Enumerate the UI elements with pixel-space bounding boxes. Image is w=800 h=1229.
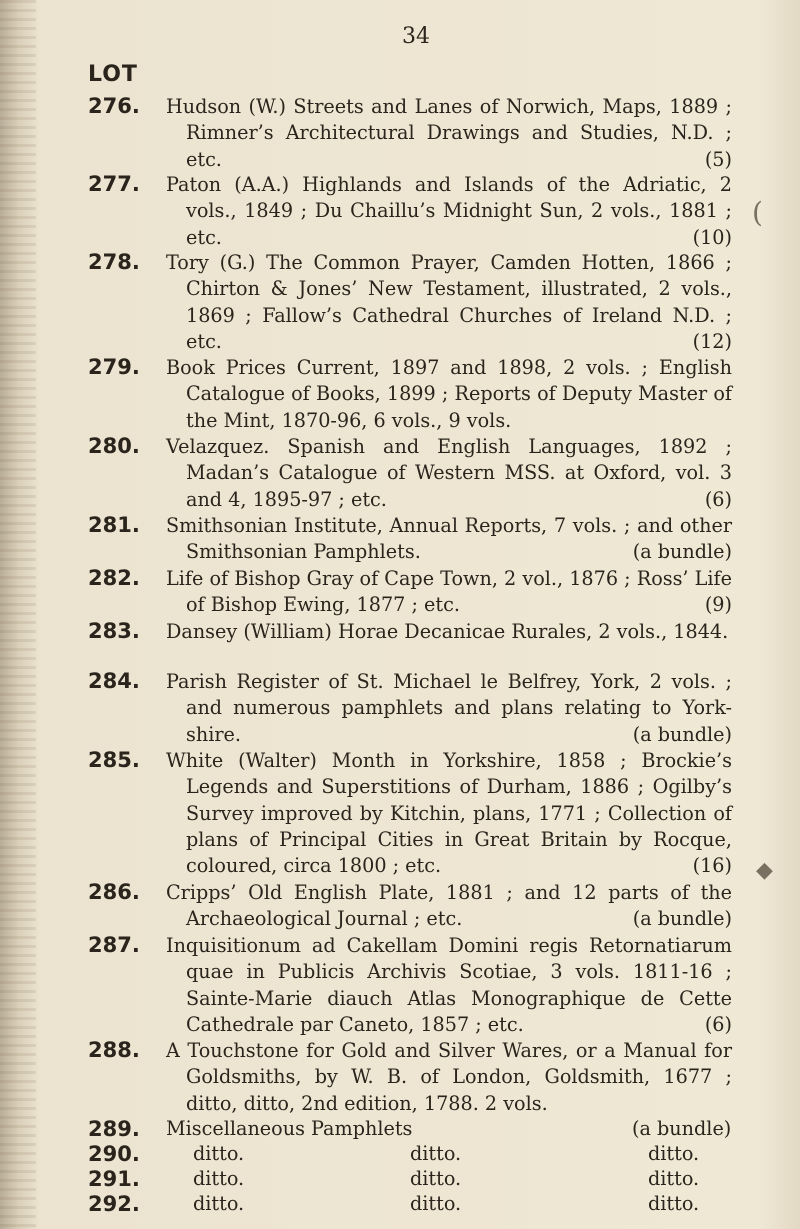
lot-number: 291.: [88, 1167, 140, 1191]
lot-description: [166, 748, 732, 879]
lot-text: Tory (G.) The Common Prayer, Camden Hotten, 1866 ; Chirton & Jones’ New Testament, illustrated, 2 vols., 1869 ; Fallow’s Cathedral Churches of Ireland N.D. ; etc.: [166, 251, 732, 353]
lot-text: Velazquez. Spanish and English Languages, 1892 ; Madan’s Catalogue of Western MSS. at Oxford, vol. 3 and 4, 1895-97 ; etc.: [166, 435, 732, 511]
lot-number: 277.: [88, 172, 140, 196]
lot-description: [166, 933, 732, 1038]
lot-quantity: (10): [692, 225, 732, 249]
misc-entry: [0, 1192, 800, 1218]
misc-entry: [0, 1117, 800, 1143]
lot-description: [166, 250, 732, 355]
lot-number: 279.: [88, 355, 140, 379]
lot-quantity: (9): [704, 593, 732, 617]
lot-number: 287.: [88, 933, 140, 957]
misc-entry: [0, 1142, 800, 1168]
page-number: 34: [402, 24, 430, 49]
lot-quantity: (a bundle): [632, 540, 732, 564]
lot-number: 282.: [88, 566, 140, 590]
misc-description: ditto.: [193, 1167, 245, 1190]
margin-mark: ◆: [756, 858, 773, 883]
lot-description: [166, 172, 732, 251]
lot-quantity: (12): [692, 329, 732, 353]
lot-text: Hudson (W.) Streets and Lanes of Norwich, Maps, 1889 ; Rimner’s Architectural Drawings and Studies, N.D. ; etc.: [166, 95, 732, 171]
lot-number: 284.: [88, 669, 140, 693]
lot-text: Book Prices Current, 1897 and 1898, 2 vols. ; English Catalogue of Books, 1899 ; Reports of Deputy Master of the Mint, 1870-96, 6 vols., 9 vols.: [166, 356, 732, 432]
lot-text: Inquisitionum ad Cakellam Domini regis Retornatiarum quae in Publicis Archivis Scotiae, 3 vols. 1811-16 ; Sainte-Marie diauch Atlas Monographique de Cette Cathedrale par Caneto, 1857 ; etc.: [166, 934, 732, 1036]
lot-number: 283.: [88, 619, 140, 643]
lot-text: Paton (A.A.) Highlands and Islands of the Adriatic, 2 vols., 1849 ; Du Chaillu’s Midnight Sun, 2 vols., 1881 ; etc.: [166, 173, 732, 249]
lot-description: [166, 1038, 732, 1117]
lot-number: 285.: [88, 748, 140, 772]
lot-text: Life of Bishop Gray of Cape Town, 2 vol., 1876 ; Ross’ Life of Bishop Ewing, 1877 ; etc.: [166, 567, 732, 617]
lot-quantity: (6): [704, 487, 732, 511]
lot-description: [166, 513, 732, 566]
lot-quantity: (a bundle): [632, 1117, 732, 1140]
lot-quantity: (5): [704, 147, 732, 171]
lot-number: 278.: [88, 250, 140, 274]
lot-quantity: (16): [692, 854, 732, 878]
misc-ditto: ditto.: [410, 1167, 462, 1190]
lot-number: 289.: [88, 1117, 140, 1141]
lot-number: 276.: [88, 94, 140, 118]
misc-description: Miscellaneous Pamphlets: [166, 1117, 413, 1140]
misc-description: ditto.: [193, 1192, 245, 1215]
lot-description: [166, 355, 732, 434]
lot-number: 290.: [88, 1142, 140, 1166]
lot-number: 288.: [88, 1038, 140, 1062]
lot-column-header: LOT: [88, 62, 138, 87]
lot-description: [166, 566, 732, 619]
lot-text: Smithsonian Institute, Annual Reports, 7 vols. ; and other Smithsonian Pamphlets.: [166, 514, 732, 564]
lot-number: 286.: [88, 880, 140, 904]
lot-number: 292.: [88, 1192, 140, 1216]
margin-mark: (: [752, 196, 763, 229]
lot-text: White (Walter) Month in Yorkshire, 1858 ; Brockie’s Legends and Superstitions of Durham, 1886 ; Ogilby’s Survey improved by Kitchin, plans, 1771 ; Collection of plans of Principal Cities in Great Britain by Rocque, coloured, circa 1800 ; etc.: [166, 749, 732, 878]
lot-text: Parish Register of St. Michael le Belfrey, York, 2 vols. ; and numerous pamphlets and plans relating to York-shire.: [166, 670, 732, 746]
misc-description: ditto.: [193, 1142, 245, 1165]
lot-description: [166, 669, 732, 748]
lot-description: [166, 434, 732, 513]
lot-quantity: ditto.: [648, 1192, 700, 1215]
lot-quantity: ditto.: [648, 1167, 700, 1190]
misc-ditto: ditto.: [410, 1192, 462, 1215]
lot-quantity: ditto.: [648, 1142, 700, 1165]
lot-quantity: (6): [704, 1012, 732, 1036]
lot-text: Dansey (William) Horae Decanicae Rurales, 2 vols., 1844.: [166, 620, 729, 643]
misc-ditto: ditto.: [410, 1142, 462, 1165]
lot-description: [166, 880, 732, 933]
misc-entry: [0, 1167, 800, 1193]
lot-description: [166, 94, 732, 173]
lot-number: 280.: [88, 434, 140, 458]
lot-quantity: (a bundle): [632, 907, 732, 931]
lot-text: A Touchstone for Gold and Silver Wares, or a Manual for Goldsmiths, by W. B. of London, Goldsmith, 1677 ; ditto, ditto, 2nd edition, 1788. 2 vols.: [166, 1039, 732, 1115]
lot-number: 281.: [88, 513, 140, 537]
lot-quantity: (a bundle): [632, 722, 732, 746]
lot-description: [166, 619, 732, 645]
lot-text: Cripps’ Old English Plate, 1881 ; and 12 parts of the Archaeological Journal ; etc.: [166, 881, 732, 931]
